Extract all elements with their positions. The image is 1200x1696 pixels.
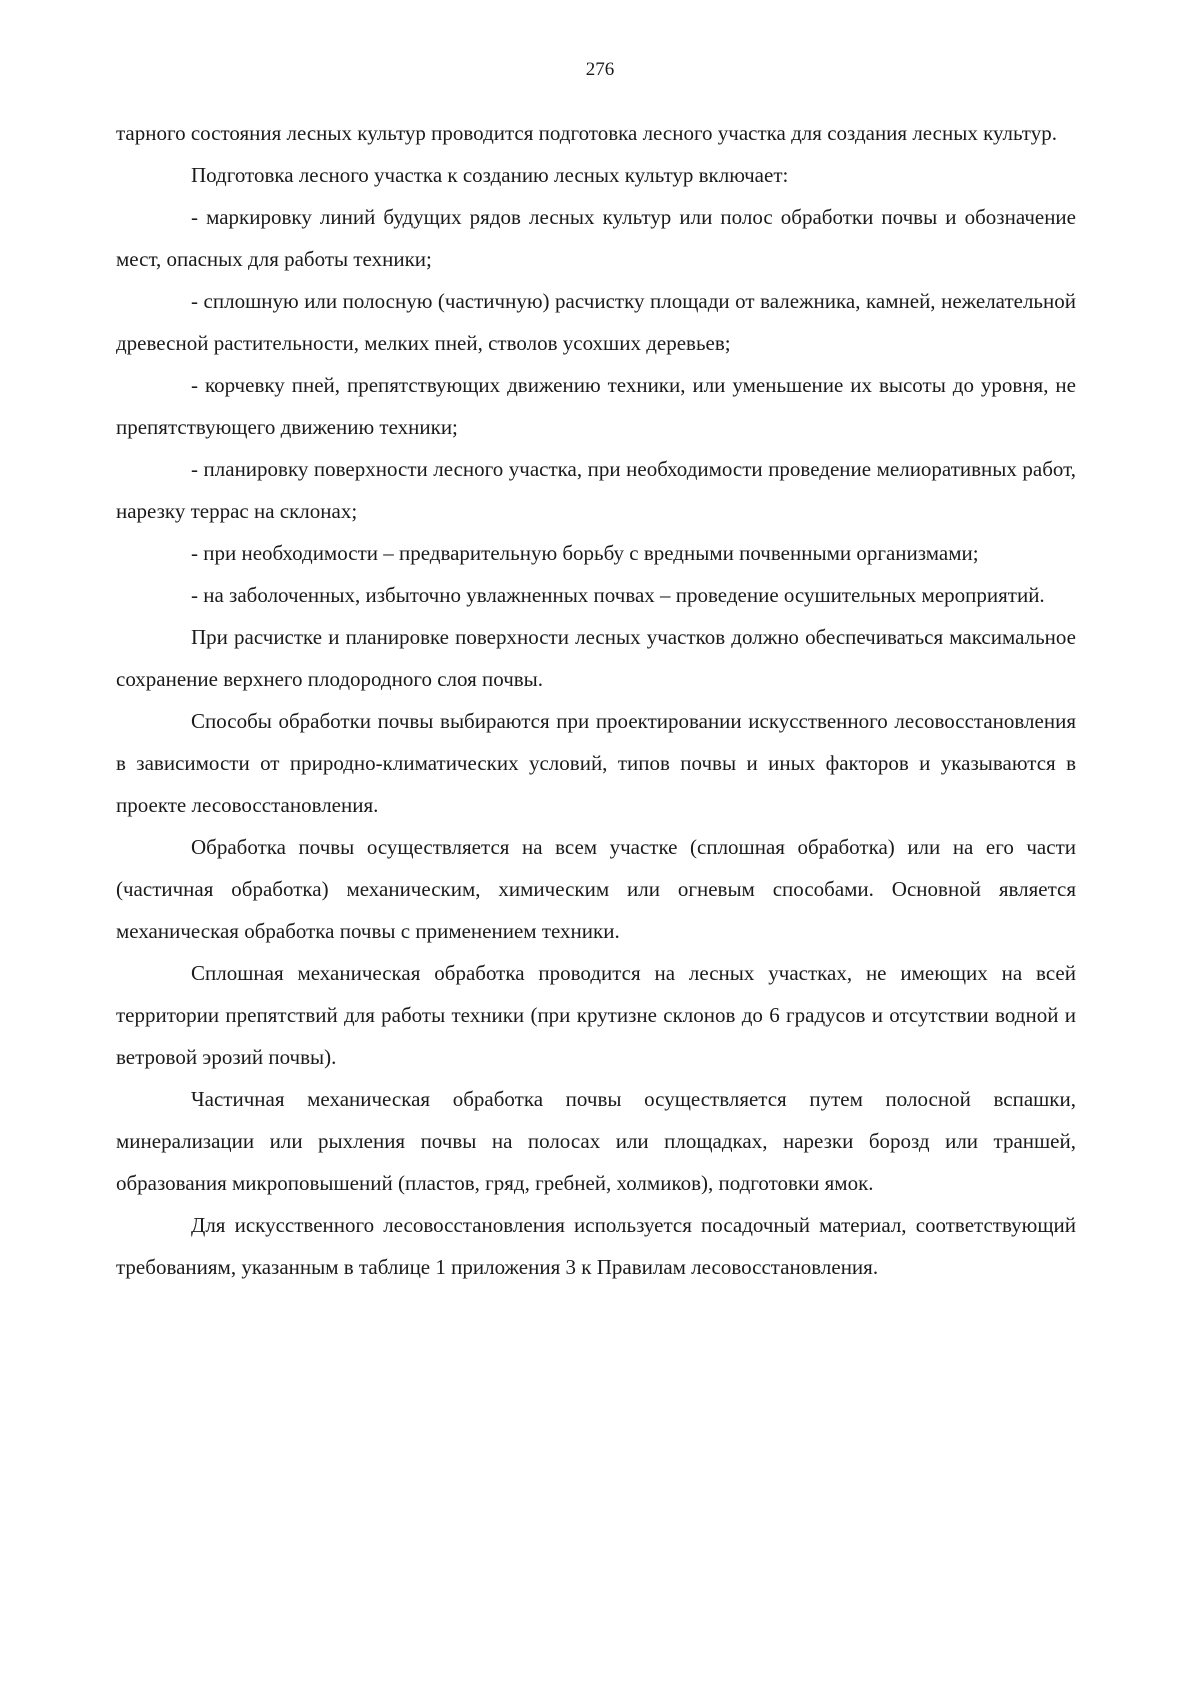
page-number: 276 (585, 59, 615, 80)
paragraph-partial-treatment: Частичная механическая обработка почвы осуществляется путем полосной вспашки, минерализации или рыхления почвы на полосах или площадках, нарезки борозд или траншей, образования микроповышений (пластов, гряд, гребней, холмиков), подготовки ямок. (116, 1087, 1076, 1195)
paragraph-continuous-treatment: Сплошная механическая обработка проводится на лесных участках, не имеющих на всей территории препятствий для работы техники (при крутизне склонов до 6 градусов и отсутствии водной и ветровой эрозий почвы). (116, 961, 1076, 1069)
paragraph-intro: Подготовка лесного участка к созданию лесных культур включает: (191, 163, 789, 187)
paragraph-continued: тарного состояния лесных культур проводится подготовка лесного участка для создания лесных культур. (116, 121, 1057, 145)
list-item-pest-control: - при необходимости – предварительную борьбу с вредными почвенными организмами; (191, 541, 979, 565)
list-item-drainage: - на заболоченных, избыточно увлажненных почвах – проведение осушительных мероприятий. (191, 583, 1045, 607)
list-item-marking: - маркировку линий будущих рядов лесных культур или полос обработки почвы и обозначение мест, опасных для работы техники; (116, 205, 1076, 271)
body-text (116, 112, 1076, 1288)
paragraph-soil-methods: Способы обработки почвы выбираются при проектировании искусственного лесовосстановления в зависимости от природно-климатических условий, типов почвы и иных факторов и указываются в проекте лесовосстановления. (116, 709, 1076, 817)
list-item-planning: - планировку поверхности лесного участка, при необходимости проведение мелиоративных работ, нарезку террас на склонах; (116, 457, 1076, 523)
list-item-clearing: - сплошную или полосную (частичную) расчистку площади от валежника, камней, нежелательной древесной растительности, мелких пней, стволов усохших деревьев; (116, 289, 1076, 355)
paragraph-soil-preservation: При расчистке и планировке поверхности лесных участков должно обеспечиваться максимальное сохранение верхнего плодородного слоя почвы. (116, 625, 1076, 691)
paragraph-soil-treatment: Обработка почвы осуществляется на всем участке (сплошная обработка) или на его части (частичная обработка) механическим, химическим или огневым способами. Основной является механическая обработка почвы с применением техники. (116, 835, 1076, 943)
list-item-stump-removal: - корчевку пней, препятствующих движению техники, или уменьшение их высоты до уровня, не препятствующего движению техники; (116, 373, 1076, 439)
paragraph-planting-material: Для искусственного лесовосстановления используется посадочный материал, соответствующий требованиям, указанным в таблице 1 приложения 3 к Правилам лесовосстановления. (116, 1213, 1076, 1279)
